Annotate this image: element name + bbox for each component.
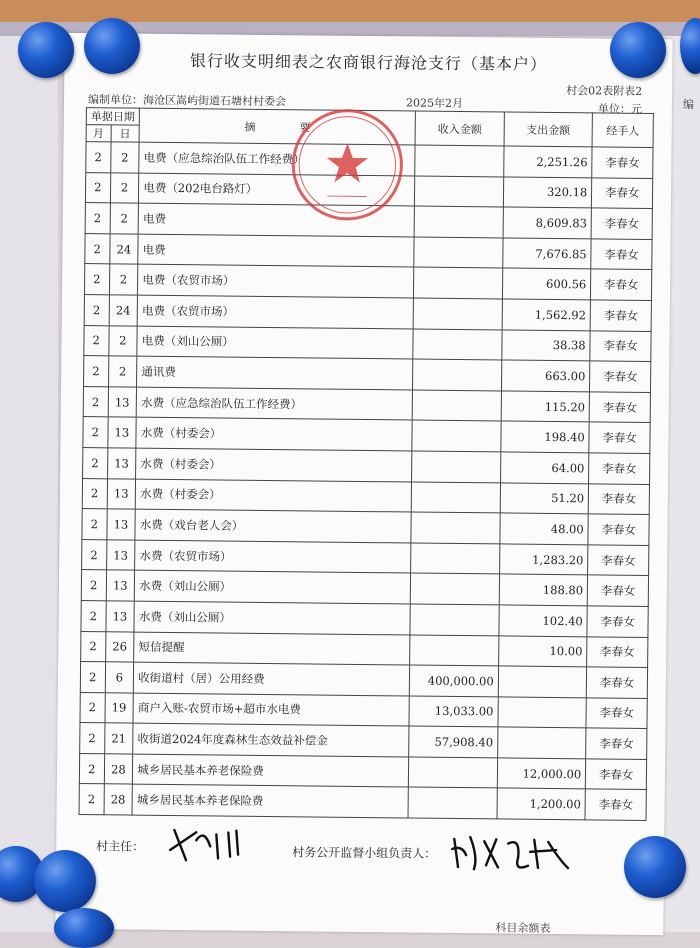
cell-expense: 10.00	[498, 635, 587, 667]
cell-day: 13	[107, 448, 136, 479]
cell-summary: 水费（戏台老人会）	[135, 509, 411, 542]
supervisor-label: 村务公开监督小组负责人：	[292, 843, 436, 862]
cell-month: 2	[82, 539, 107, 570]
cell-summary: 电费（202电台路灯）	[139, 173, 415, 206]
cell-day: 19	[104, 692, 133, 723]
magnet-icon	[610, 22, 666, 78]
cell-month: 2	[85, 233, 110, 264]
cell-month: 2	[82, 478, 107, 509]
cell-day: 2	[108, 356, 137, 387]
header-expense: 支出金额	[504, 112, 593, 147]
cell-day: 2	[110, 172, 139, 203]
cell-expense: 38.38	[502, 329, 591, 361]
cell-expense: 1,200.00	[497, 788, 586, 820]
cell-expense: 7,676.85	[503, 238, 592, 270]
cell-income	[413, 359, 502, 391]
magnet-icon	[84, 18, 140, 74]
cell-handler: 李春女	[586, 667, 647, 698]
cell-summary: 电费（农贸市场）	[137, 295, 413, 328]
cell-expense	[498, 666, 587, 698]
cell-month: 2	[85, 203, 110, 234]
cell-income	[413, 298, 502, 330]
supervisor-signature	[448, 827, 579, 878]
cell-expense: 8,609.83	[503, 207, 592, 239]
cell-income	[412, 451, 501, 483]
cell-month: 2	[81, 631, 106, 662]
cell-expense: 188.80	[499, 574, 588, 606]
cell-income	[410, 634, 499, 666]
compiling-unit: 编制单位：海沧区嵩屿街道石塘村村委会	[88, 91, 286, 109]
cell-month: 2	[82, 509, 107, 540]
cell-summary: 电费	[138, 234, 414, 267]
cell-income: 57,908.40	[409, 726, 498, 758]
cell-expense: 198.40	[501, 421, 590, 453]
cell-day: 24	[109, 234, 138, 265]
official-seal	[288, 105, 407, 224]
header-day: 日	[111, 125, 140, 142]
cell-expense: 48.00	[500, 513, 589, 545]
cell-month: 2	[84, 295, 109, 326]
cell-handler: 李春女	[590, 330, 651, 361]
cell-handler: 李春女	[589, 422, 650, 453]
cell-income	[414, 237, 503, 269]
cell-month: 2	[83, 386, 108, 417]
cell-summary: 电费	[138, 203, 414, 236]
cell-month: 2	[83, 417, 108, 448]
cell-summary: 水费（刘山公厕）	[134, 601, 410, 634]
cell-handler: 李春女	[586, 728, 647, 759]
cell-expense: 12,000.00	[497, 758, 586, 790]
director-signature	[166, 820, 256, 869]
cell-day: 13	[106, 509, 135, 540]
cell-day: 13	[105, 601, 134, 632]
cell-handler: 李春女	[591, 239, 652, 270]
cell-handler: 李春女	[588, 483, 649, 514]
cell-summary: 水费（刘山公厕）	[135, 570, 411, 603]
cell-expense: 51.20	[500, 482, 589, 514]
cell-handler: 李春女	[587, 575, 648, 606]
table-row	[79, 784, 646, 821]
cell-summary: 收街道2024年度森林生态效益补偿金	[133, 723, 409, 756]
cell-handler: 李春女	[587, 636, 648, 667]
cell-income	[411, 573, 500, 605]
currency-unit: 单位：元	[598, 100, 642, 116]
cell-month: 2	[83, 447, 108, 478]
cell-handler: 李春女	[585, 789, 646, 820]
cell-summary: 电费（应急综治队伍工作经费）	[139, 142, 415, 175]
cell-handler: 李春女	[592, 177, 653, 208]
cell-month: 2	[79, 753, 104, 784]
header-summary: 摘 要	[139, 108, 415, 145]
cell-month: 2	[84, 325, 109, 356]
cell-income	[409, 757, 498, 789]
cell-summary: 城乡居民基本养老保险费	[133, 754, 409, 787]
magnet-icon	[34, 850, 96, 912]
cell-summary: 通讯费	[137, 356, 413, 389]
header-date-group: 单据日期	[86, 108, 139, 126]
cell-day: 13	[106, 570, 135, 601]
ledger-sheet	[55, 33, 672, 935]
cell-month: 2	[81, 570, 106, 601]
cell-handler: 李春女	[587, 606, 648, 637]
cell-handler: 李春女	[592, 147, 653, 178]
next-sheet-title-partial: 科目余额表	[495, 919, 550, 936]
cell-day: 2	[110, 203, 139, 234]
cell-day: 2	[108, 325, 137, 356]
cell-month: 2	[85, 172, 110, 203]
cell-month: 2	[80, 692, 105, 723]
cell-month: 2	[79, 784, 104, 815]
cell-summary: 电费（农贸市场）	[138, 264, 414, 297]
cell-summary: 水费（农贸市场）	[135, 540, 411, 573]
cell-handler: 李春女	[586, 759, 647, 790]
cell-expense: 2,251.26	[503, 146, 592, 178]
cell-summary: 水费（村委会）	[136, 448, 412, 481]
cell-day: 13	[107, 417, 136, 448]
cell-expense: 1,283.20	[499, 544, 588, 576]
header-month: 月	[86, 125, 111, 142]
magnet-icon	[624, 836, 686, 898]
cell-day: 13	[108, 387, 137, 418]
header-income: 收入金额	[415, 111, 504, 146]
adjacent-sheet-left	[0, 36, 58, 932]
cell-day: 26	[105, 631, 134, 662]
cell-day: 24	[109, 295, 138, 326]
cell-day: 2	[109, 264, 138, 295]
cell-summary: 收街道村（居）公用经费	[134, 662, 410, 695]
ledger-body	[79, 142, 653, 821]
cell-handler: 李春女	[588, 545, 649, 576]
cell-day: 28	[104, 754, 133, 785]
cell-summary: 水费（应急综治队伍工作经费）	[136, 387, 412, 420]
cell-expense: 102.40	[499, 605, 588, 637]
cell-handler: 李春女	[588, 514, 649, 545]
cell-income	[412, 482, 501, 514]
cell-expense: 663.00	[501, 360, 590, 392]
cell-month: 2	[80, 662, 105, 693]
cell-handler: 李春女	[591, 269, 652, 300]
cell-income	[415, 176, 504, 208]
cell-month: 2	[81, 600, 106, 631]
cell-income	[411, 543, 500, 575]
director-label: 村主任：	[96, 837, 144, 855]
period: 2025年2月	[406, 94, 463, 111]
cell-summary: 水费（村委会）	[135, 479, 411, 512]
cell-handler: 李春女	[589, 392, 650, 423]
cell-expense	[498, 697, 587, 729]
cell-expense: 600.56	[502, 268, 591, 300]
cell-day: 13	[107, 478, 136, 509]
cell-day: 13	[106, 540, 135, 571]
cell-month: 2	[80, 723, 105, 754]
cell-month: 2	[84, 264, 109, 295]
cell-summary: 商户入账-农贸市场+超市水电费	[133, 693, 409, 726]
cell-income	[412, 420, 501, 452]
document-title: 银行收支明细表之农商银行海沧支行（基本户）	[64, 47, 672, 76]
cell-summary: 城乡居民基本养老保险费	[132, 785, 408, 818]
cell-handler: 李春女	[586, 698, 647, 729]
cell-income: 13,033.00	[409, 696, 498, 728]
cell-handler: 李春女	[590, 361, 651, 392]
cell-month: 2	[86, 142, 111, 173]
cell-summary: 短信提醒	[134, 632, 410, 665]
magnet-icon	[18, 22, 74, 78]
cell-month: 2	[84, 356, 109, 387]
cell-income	[414, 206, 503, 238]
cell-summary: 水费（村委会）	[136, 417, 412, 450]
cell-handler: 李春女	[591, 208, 652, 239]
cell-income	[415, 145, 504, 177]
cell-expense: 115.20	[501, 391, 590, 423]
cell-day: 6	[105, 662, 134, 693]
header-handler: 经手人	[592, 113, 653, 148]
cell-day: 2	[110, 142, 139, 173]
cell-expense: 1,562.92	[502, 299, 591, 331]
magnet-icon	[54, 908, 114, 948]
adjacent-sheet-fragment: 编	[683, 96, 694, 112]
cell-expense: 64.00	[500, 452, 589, 484]
cell-income	[412, 390, 501, 422]
cell-expense: 320.18	[503, 177, 592, 209]
cell-day: 21	[104, 723, 133, 754]
form-tag: 村会02表附表2	[566, 82, 642, 99]
cell-handler: 李春女	[590, 300, 651, 331]
cell-income	[414, 267, 503, 299]
cell-income	[413, 329, 502, 361]
cell-income	[410, 604, 499, 636]
cell-expense	[497, 727, 586, 759]
cell-income	[408, 787, 497, 819]
cell-income	[411, 512, 500, 544]
cell-summary: 电费（刘山公厕）	[137, 326, 413, 359]
cell-handler: 李春女	[589, 453, 650, 484]
cell-day: 28	[104, 784, 133, 815]
cell-income: 400,000.00	[410, 665, 499, 697]
